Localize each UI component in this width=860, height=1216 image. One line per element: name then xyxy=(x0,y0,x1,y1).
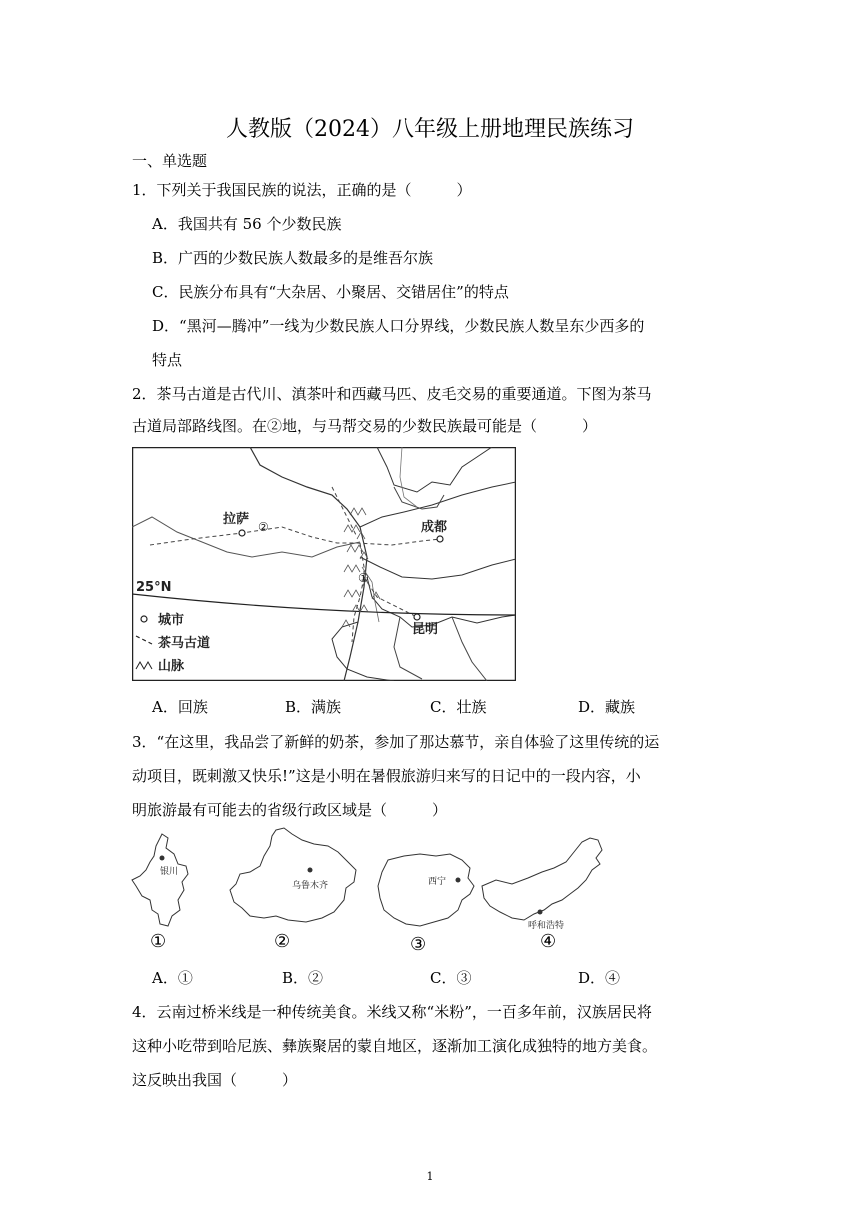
ningxia-map xyxy=(128,830,198,930)
map2-city-label: 乌鲁木齐 xyxy=(292,881,329,891)
qinghai-map xyxy=(374,850,480,936)
q1-option-b: B．广西的少数民族人数最多的是维吾尔族 xyxy=(152,249,434,267)
map4-city-label: 呼和浩特 xyxy=(528,921,565,931)
tea-horse-road-map xyxy=(132,447,516,681)
map3-city-label: 西宁 xyxy=(428,877,447,887)
map-label-latitude: 25°N xyxy=(136,580,172,595)
map2-number: ② xyxy=(274,931,291,952)
q3-option-c: C．③ xyxy=(430,969,472,987)
q1-option-a: A．我国共有 56 个少数民族 xyxy=(152,215,342,233)
map-marker-2: ② xyxy=(258,520,269,534)
q3-stem-line3: 明旅游最有可能去的省级行政区域是（ ） xyxy=(132,801,448,819)
q3-stem-line2: 动项目，既刺激又快乐!”这是小明在暑假旅游归来写的日记中的一段内容，小 xyxy=(132,767,641,785)
map4-number: ④ xyxy=(540,931,557,952)
legend-city-icon xyxy=(141,616,147,622)
section-heading: 一、单选题 xyxy=(132,152,208,170)
xinjiang-map xyxy=(226,826,360,926)
legend-road-label: 茶马古道 xyxy=(158,636,211,651)
inner-mongolia-map xyxy=(478,834,610,934)
map-label-lhasa: 拉萨 xyxy=(223,512,250,527)
q1-option-c: C．民族分布具有“大杂居、小聚居、交错居住”的特点 xyxy=(152,283,509,301)
map-label-kunming: 昆明 xyxy=(412,622,439,637)
q1-stem: 1．下列关于我国民族的说法，正确的是（ ） xyxy=(132,181,472,199)
q2-option-b: B．满族 xyxy=(285,698,342,716)
q2-stem-line1: 2．茶马古道是古代川、滇茶叶和西藏马匹、皮毛交易的重要通道。下图为茶马 xyxy=(132,385,652,403)
map-marker-1: ① xyxy=(358,571,369,585)
legend-city-label: 城市 xyxy=(158,613,185,628)
q1-option-d-line1: D．“黑河—腾冲”一线为少数民族人口分界线，少数民族人数呈东少西多的 xyxy=(152,317,645,335)
q2-option-d: D．藏族 xyxy=(578,698,636,716)
q3-option-b: B．② xyxy=(282,969,324,987)
legend-mountain-label: 山脉 xyxy=(158,659,185,674)
page-title: 人教版（2024）八年级上册地理民族练习 xyxy=(226,117,634,142)
q2-option-a: A．回族 xyxy=(152,698,208,716)
q2-option-c: C．壮族 xyxy=(430,698,487,716)
q1-option-d-line2: 特点 xyxy=(152,351,183,369)
map3-number: ③ xyxy=(410,934,427,955)
q4-stem-line2: 这种小吃带到哈尼族、彝族聚居的蒙自地区，逐渐加工演化成独特的地方美食。 xyxy=(132,1037,658,1055)
q3-option-d: D．④ xyxy=(578,969,621,987)
q2-stem-line2: 古道局部路线图。在②地，与马帮交易的少数民族最可能是（ ） xyxy=(132,417,598,435)
map-label-chengdu: 成都 xyxy=(421,520,448,535)
map1-number: ① xyxy=(150,931,167,952)
q4-stem-line3: 这反映出我国（ ） xyxy=(132,1071,298,1089)
page-number: 1 xyxy=(426,1170,434,1183)
q3-stem-line1: 3．“在这里，我品尝了新鲜的奶茶，参加了那达慕节，亲自体验了这里传统的运 xyxy=(132,733,660,751)
q4-stem-line1: 4．云南过桥米线是一种传统美食。米线又称“米粉”，一百多年前，汉族居民将 xyxy=(132,1003,652,1021)
map1-city-label: 银川 xyxy=(160,867,179,877)
q3-option-a: A．① xyxy=(152,969,193,987)
